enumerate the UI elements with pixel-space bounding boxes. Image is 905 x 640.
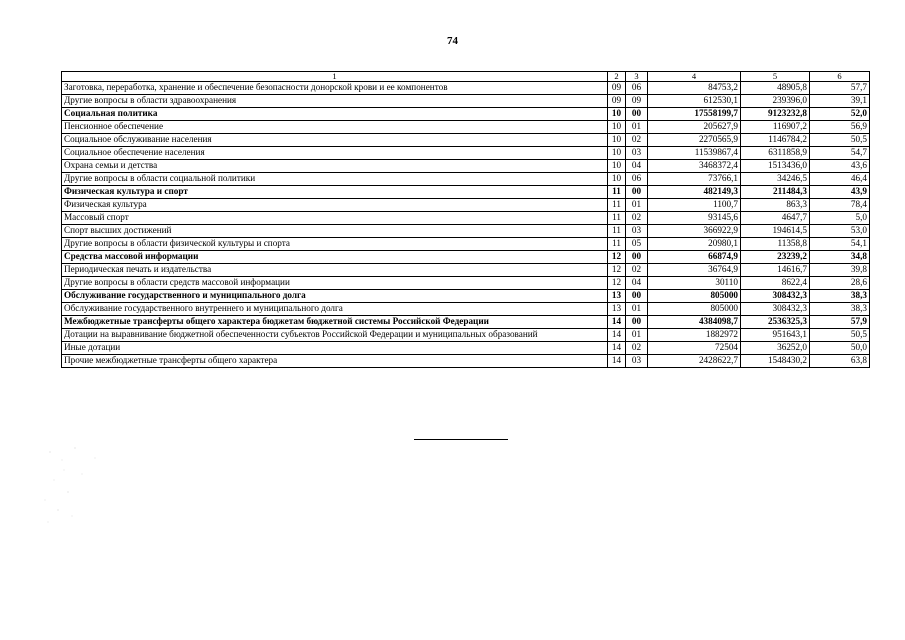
column-header: 6: [810, 72, 870, 82]
subsection-code: 06: [626, 173, 648, 186]
execution-percent: 52,0: [810, 108, 870, 121]
executed-value: 308432,3: [741, 303, 810, 316]
executed-value: 239396,0: [741, 95, 810, 108]
row-name: Другие вопросы в области средств массовой информации: [62, 277, 608, 290]
section-code: 11: [608, 186, 626, 199]
table-row: [62, 173, 870, 186]
execution-percent: 39,8: [810, 264, 870, 277]
subsection-code: 03: [626, 147, 648, 160]
executed-value: 1513436,0: [741, 160, 810, 173]
execution-percent: 50,0: [810, 342, 870, 355]
execution-percent: 56,9: [810, 121, 870, 134]
planned-value: 805000: [648, 303, 741, 316]
planned-value: 66874,9: [648, 251, 741, 264]
table-row: [62, 82, 870, 95]
section-code: 11: [608, 238, 626, 251]
planned-value: 1100,7: [648, 199, 741, 212]
executed-value: 48905,8: [741, 82, 810, 95]
subsection-code: 05: [626, 238, 648, 251]
execution-percent: 63,8: [810, 355, 870, 368]
planned-value: 11539867,4: [648, 147, 741, 160]
subsection-code: 00: [626, 316, 648, 329]
column-header: 2: [608, 72, 626, 82]
executed-value: 116907,2: [741, 121, 810, 134]
section-code: 11: [608, 199, 626, 212]
subsection-code: 02: [626, 134, 648, 147]
section-code: 14: [608, 329, 626, 342]
row-name: Физическая культура: [62, 199, 608, 212]
table-row: [62, 329, 870, 342]
subsection-code: 09: [626, 95, 648, 108]
executed-value: 14616,7: [741, 264, 810, 277]
executed-value: 1146784,2: [741, 134, 810, 147]
planned-value: 72504: [648, 342, 741, 355]
planned-value: 482149,3: [648, 186, 741, 199]
planned-value: 73766,1: [648, 173, 741, 186]
table-row: [62, 186, 870, 199]
table-row: [62, 303, 870, 316]
subsection-code: 01: [626, 303, 648, 316]
execution-percent: 50,5: [810, 134, 870, 147]
planned-value: 30110: [648, 277, 741, 290]
column-header: 4: [648, 72, 741, 82]
subsection-code: 00: [626, 290, 648, 303]
subsection-code: 02: [626, 264, 648, 277]
executed-value: 11358,8: [741, 238, 810, 251]
execution-percent: 5,0: [810, 212, 870, 225]
execution-percent: 57,7: [810, 82, 870, 95]
table-row: [62, 212, 870, 225]
section-code: 12: [608, 277, 626, 290]
table-row: [62, 264, 870, 277]
execution-percent: 38,3: [810, 303, 870, 316]
row-name: Социальное обслуживание населения: [62, 134, 608, 147]
row-name: Охрана семьи и детства: [62, 160, 608, 173]
row-name: Обслуживание государственного и муниципального долга: [62, 290, 608, 303]
row-name: Иные дотации: [62, 342, 608, 355]
row-name: Другие вопросы в области здравоохранения: [62, 95, 608, 108]
planned-value: 1882972: [648, 329, 741, 342]
row-name: Средства массовой информации: [62, 251, 608, 264]
execution-percent: 46,4: [810, 173, 870, 186]
column-header: 5: [741, 72, 810, 82]
section-code: 12: [608, 251, 626, 264]
planned-value: 205627,9: [648, 121, 741, 134]
executed-value: 863,3: [741, 199, 810, 212]
end-of-table-rule: [414, 439, 508, 440]
subsection-code: 03: [626, 355, 648, 368]
execution-percent: 38,3: [810, 290, 870, 303]
execution-percent: 78,4: [810, 199, 870, 212]
subsection-code: 01: [626, 199, 648, 212]
section-code: 10: [608, 121, 626, 134]
row-name: Обслуживание государственного внутреннего и муниципального долга: [62, 303, 608, 316]
row-name: Заготовка, переработка, хранение и обеспечение безопасности донорской крови и ее компонентов: [62, 82, 608, 95]
subsection-code: 06: [626, 82, 648, 95]
section-code: 14: [608, 316, 626, 329]
planned-value: 93145,6: [648, 212, 741, 225]
row-name: Межбюджетные трансферты общего характера бюджетам бюджетной системы Российской Федерации: [62, 316, 608, 329]
table-row: [62, 95, 870, 108]
planned-value: 84753,2: [648, 82, 741, 95]
subsection-code: 03: [626, 225, 648, 238]
table-row: [62, 108, 870, 121]
subsection-code: 01: [626, 121, 648, 134]
executed-value: 194614,5: [741, 225, 810, 238]
executed-value: 1548430,2: [741, 355, 810, 368]
execution-percent: 54,1: [810, 238, 870, 251]
section-code: 10: [608, 134, 626, 147]
row-name: Спорт высших достижений: [62, 225, 608, 238]
planned-value: 3468372,4: [648, 160, 741, 173]
table-row: [62, 290, 870, 303]
executed-value: 8622,4: [741, 277, 810, 290]
table-row: [62, 121, 870, 134]
subsection-code: 00: [626, 251, 648, 264]
subsection-code: 04: [626, 160, 648, 173]
table-row: [62, 134, 870, 147]
table-row: [62, 251, 870, 264]
table-row: [62, 355, 870, 368]
execution-percent: 34,8: [810, 251, 870, 264]
executed-value: 308432,3: [741, 290, 810, 303]
table-row: [62, 342, 870, 355]
planned-value: 36764,9: [648, 264, 741, 277]
row-name: Массовый спорт: [62, 212, 608, 225]
executed-value: 36252,0: [741, 342, 810, 355]
subsection-code: 01: [626, 329, 648, 342]
table-row: [62, 316, 870, 329]
section-code: 14: [608, 342, 626, 355]
section-code: 10: [608, 108, 626, 121]
planned-value: 2270565,9: [648, 134, 741, 147]
page-number: 74: [447, 35, 458, 47]
executed-value: 9123232,8: [741, 108, 810, 121]
executed-value: 6311858,9: [741, 147, 810, 160]
subsection-code: 02: [626, 342, 648, 355]
execution-percent: 50,5: [810, 329, 870, 342]
table-row: [62, 160, 870, 173]
execution-percent: 54,7: [810, 147, 870, 160]
planned-value: 366922,9: [648, 225, 741, 238]
planned-value: 612530,1: [648, 95, 741, 108]
executed-value: 23239,2: [741, 251, 810, 264]
section-code: 09: [608, 95, 626, 108]
section-code: 14: [608, 355, 626, 368]
row-name: Физическая культура и спорт: [62, 186, 608, 199]
execution-percent: 28,6: [810, 277, 870, 290]
table-row: [62, 225, 870, 238]
scan-noise: [40, 440, 160, 530]
section-code: 13: [608, 303, 626, 316]
planned-value: 20980,1: [648, 238, 741, 251]
planned-value: 2428622,7: [648, 355, 741, 368]
planned-value: 17558199,7: [648, 108, 741, 121]
planned-value: 805000: [648, 290, 741, 303]
table-row: [62, 199, 870, 212]
executed-value: 4647,7: [741, 212, 810, 225]
execution-percent: 43,9: [810, 186, 870, 199]
section-code: 09: [608, 82, 626, 95]
planned-value: 4384098,7: [648, 316, 741, 329]
execution-percent: 57,9: [810, 316, 870, 329]
row-name: Социальное обеспечение населения: [62, 147, 608, 160]
row-name: Социальная политика: [62, 108, 608, 121]
executed-value: 34246,5: [741, 173, 810, 186]
table-row: [62, 277, 870, 290]
row-name: Дотации на выравнивание бюджетной обеспеченности субъектов Российской Федерации и муниципальных образований: [62, 329, 608, 342]
row-name: Другие вопросы в области физической культуры и спорта: [62, 238, 608, 251]
section-code: 10: [608, 173, 626, 186]
table-row: [62, 147, 870, 160]
table-header-row: [62, 72, 870, 82]
subsection-code: 04: [626, 277, 648, 290]
section-code: 11: [608, 212, 626, 225]
executed-value: 951643,1: [741, 329, 810, 342]
row-name: Другие вопросы в области социальной политики: [62, 173, 608, 186]
subsection-code: 00: [626, 108, 648, 121]
subsection-code: 00: [626, 186, 648, 199]
section-code: 13: [608, 290, 626, 303]
row-name: Периодическая печать и издательства: [62, 264, 608, 277]
subsection-code: 02: [626, 212, 648, 225]
table-row: [62, 238, 870, 251]
executed-value: 2536325,3: [741, 316, 810, 329]
column-header: 1: [62, 72, 608, 82]
row-name: Прочие межбюджетные трансферты общего характера: [62, 355, 608, 368]
section-code: 10: [608, 160, 626, 173]
execution-percent: 43,6: [810, 160, 870, 173]
budget-table: [61, 71, 870, 368]
execution-percent: 39,1: [810, 95, 870, 108]
section-code: 11: [608, 225, 626, 238]
column-header: 3: [626, 72, 648, 82]
section-code: 12: [608, 264, 626, 277]
execution-percent: 53,0: [810, 225, 870, 238]
row-name: Пенсионное обеспечение: [62, 121, 608, 134]
section-code: 10: [608, 147, 626, 160]
executed-value: 211484,3: [741, 186, 810, 199]
